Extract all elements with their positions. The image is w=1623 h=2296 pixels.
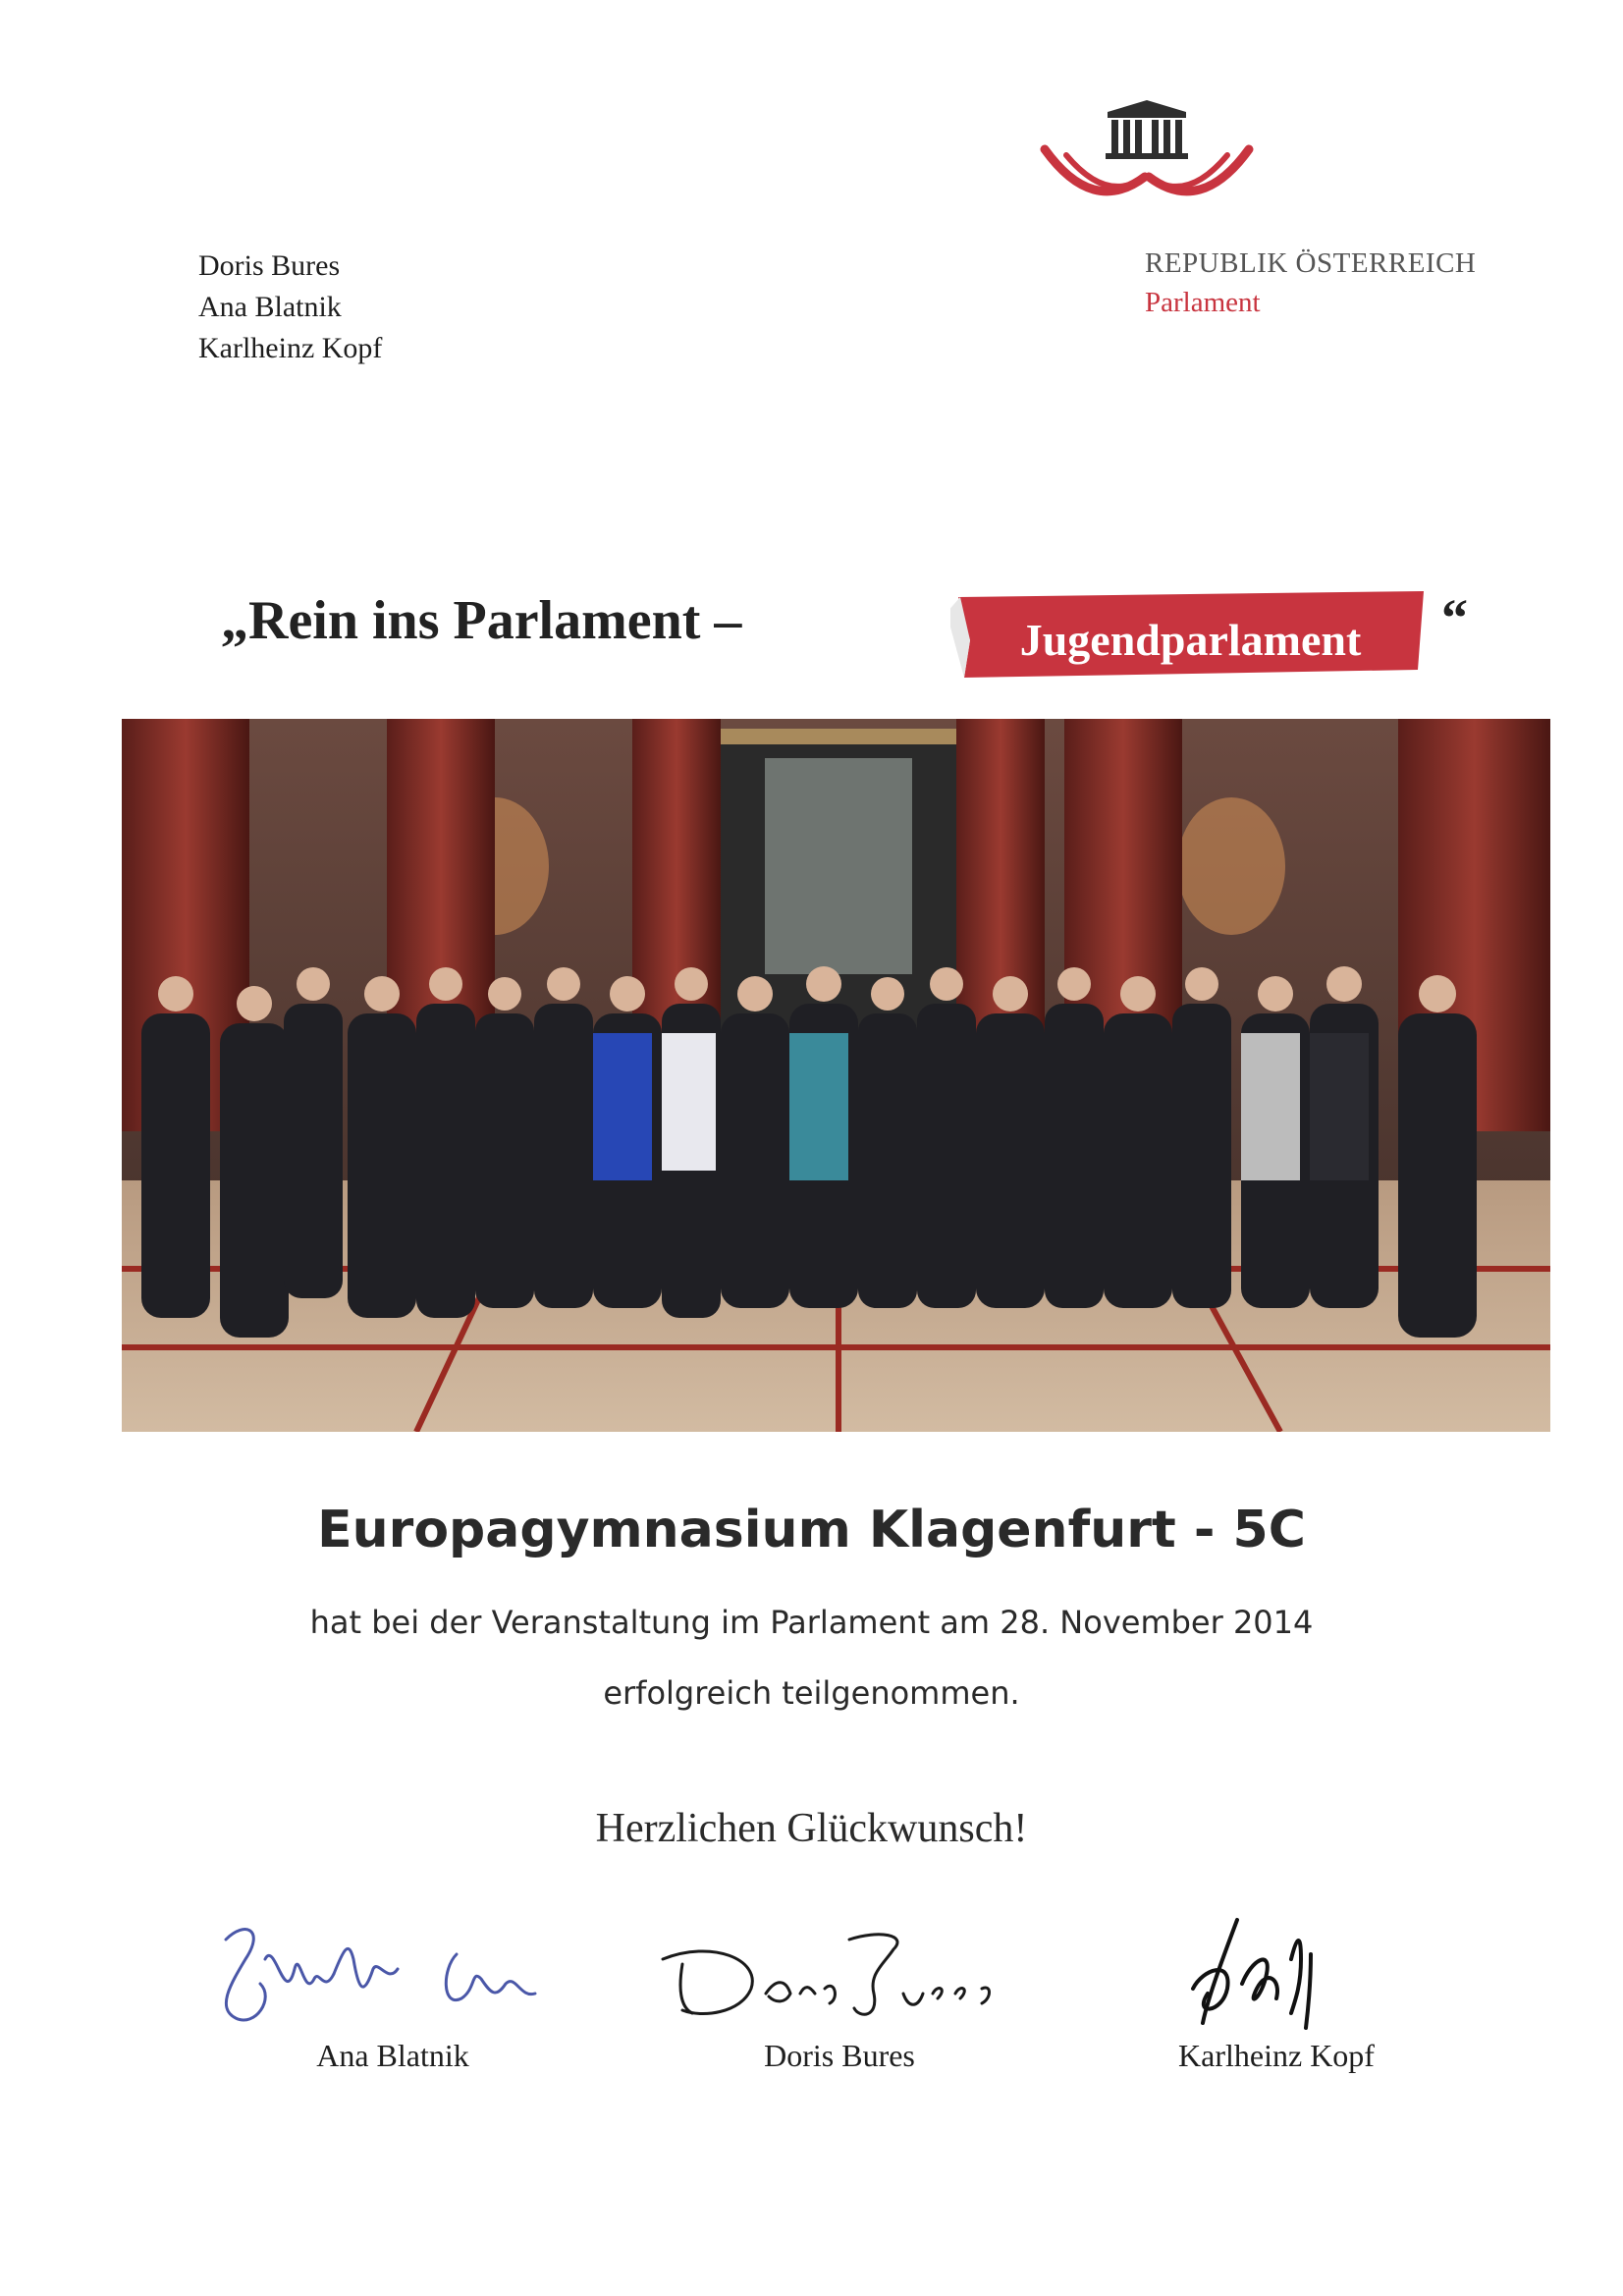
header-name: Karlheinz Kopf [198, 332, 383, 364]
signature-blatnik [206, 1900, 560, 2038]
signatory-name: Karlheinz Kopf [1178, 2038, 1375, 2073]
signature-bures [643, 1900, 1016, 2038]
headline-highlight: Jugendparlament [1019, 615, 1362, 665]
group-photo [122, 719, 1550, 1432]
parliament-building-icon [1039, 98, 1255, 226]
school-name: Europagymnasium Klagenfurt - 5C [317, 1501, 1306, 1559]
header-names [198, 246, 382, 369]
org-name-line1: REPUBLIK ÖSTERREICH [1145, 247, 1477, 279]
signatory-name: Doris Bures [764, 2038, 915, 2073]
headline: „Rein ins Parlament – [221, 590, 742, 651]
participation-text-line2: erfolgreich teilgenommen. [603, 1674, 1020, 1712]
header-name: Ana Blatnik [198, 291, 342, 323]
signature-kopf [1154, 1900, 1429, 2038]
congratulations: Herzlichen Glückwunsch! [595, 1806, 1028, 1851]
org-name-line2: Parlament [1145, 287, 1261, 318]
header-name: Doris Bures [198, 249, 341, 282]
participation-text-line1: hat bei der Veranstaltung im Parlament am 28. November 2014 [309, 1604, 1314, 1641]
headline-close-quote: “ [1441, 588, 1468, 647]
org-name [1145, 244, 1476, 322]
signatory-name: Ana Blatnik [316, 2038, 469, 2073]
